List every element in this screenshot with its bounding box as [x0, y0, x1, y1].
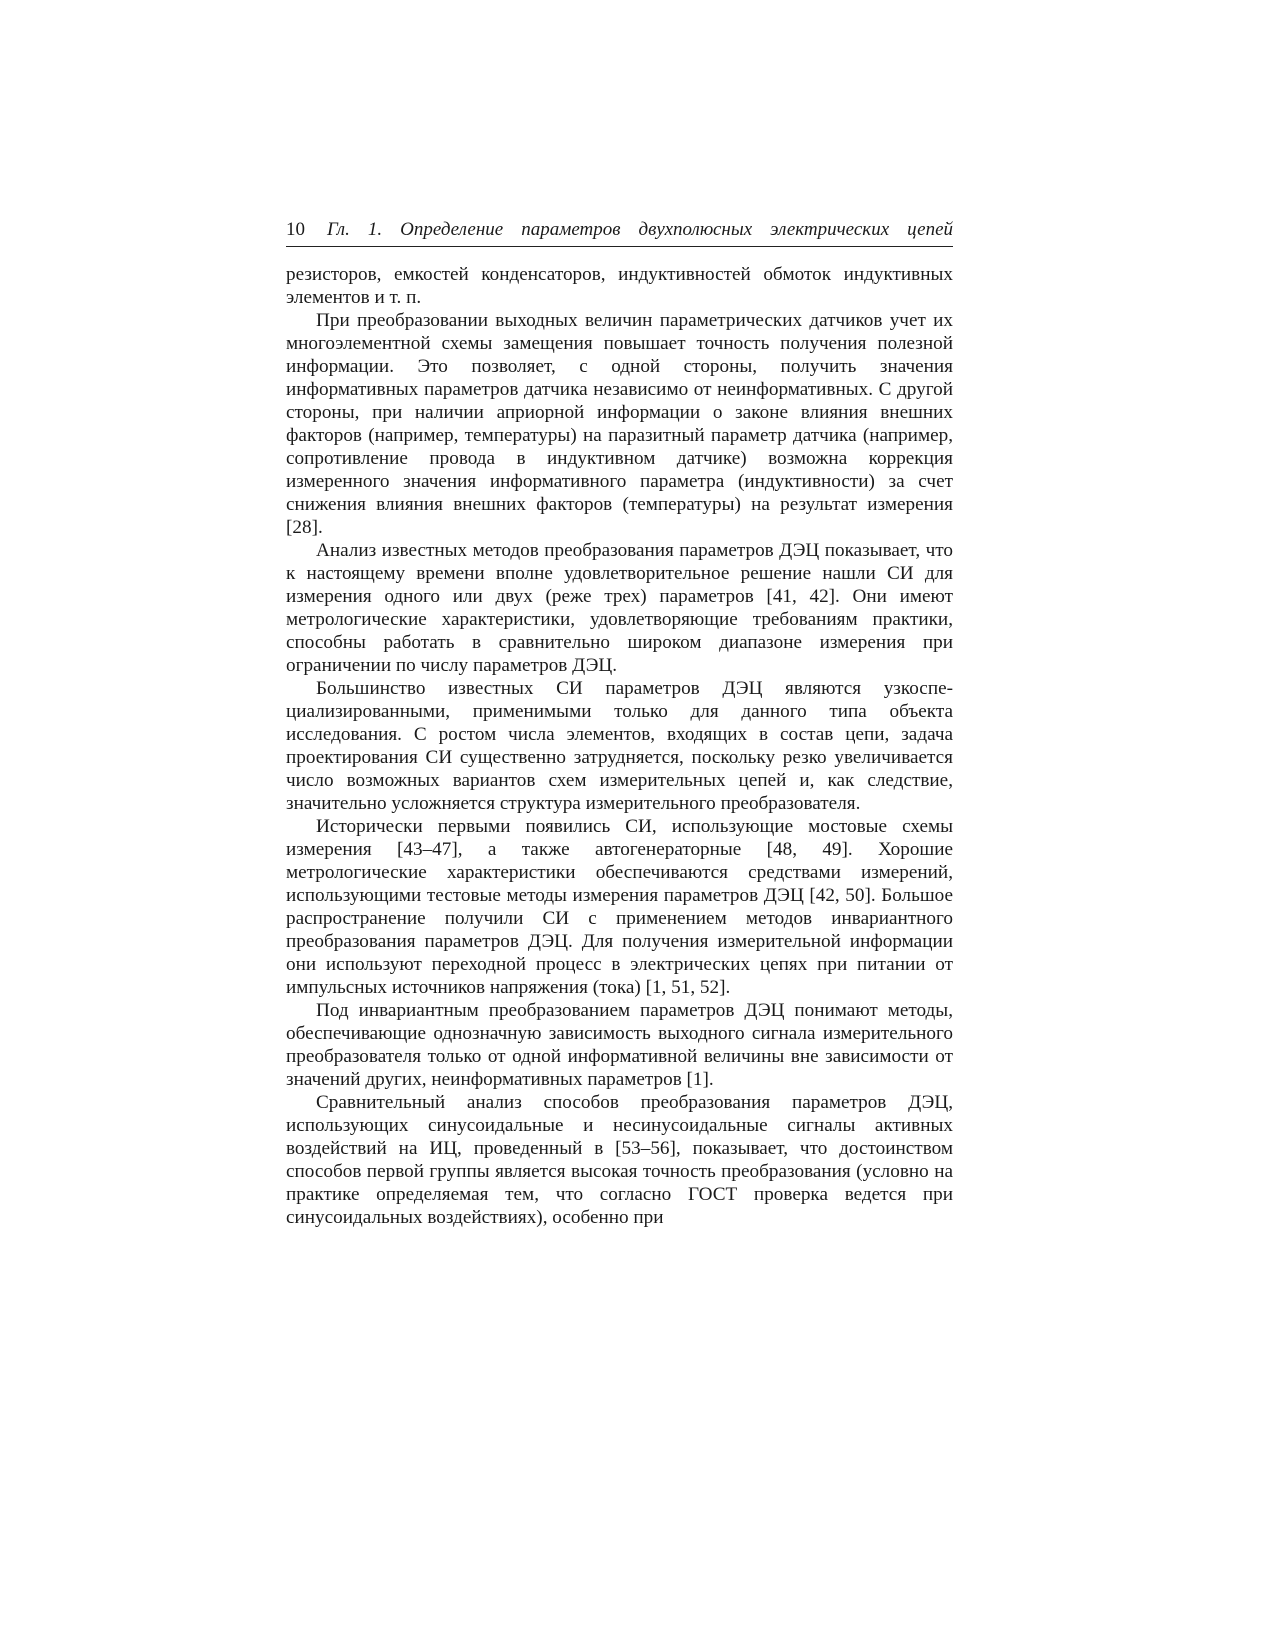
paragraph: резисторов, емкостей конденсаторов, индуктивностей обмоток индуктивных элементов и т. п.: [286, 264, 953, 308]
paragraph: При преобразовании выходных величин параметрических датчиков учет их многоэлементной схемы замещения повышает точность получения полезной информации. Это позволяет, с одной стороны, получить значения информативных параметров датчика независимо от неинформативных. С другой стороны, при наличии априорной информации о законе влияния внешних факторов (например, температуры) на паразитный параметр датчика (например, сопротивление провода в индуктивном датчике) возможна коррекция измеренного значения информативного параметра (индуктивности) за счет снижения влияния внешних факторов (температуры) на результат измерения [28].: [286, 310, 953, 538]
book-page: [286, 218, 953, 1229]
page-number: 10: [286, 219, 305, 240]
running-header: [286, 218, 953, 247]
paragraph: Большинство известных СИ параметров ДЭЦ являются узкоспециализированными, применимыми только для данного типа объекта исследования. С ростом числа элементов, входящих в состав цепи, задача проектирования СИ существенно затрудняется, поскольку резко увеличивается число возможных вариантов схем измерительных цепей и, как следствие, значительно усложняется структура измерительного преобразователя.: [286, 678, 953, 814]
paragraph: Под инвариантным преобразованием параметров ДЭЦ понимают методы, обеспечивающие однозначную зависимость выходного сигнала измерительного преобразователя только от одной информативной величины вне зависимости от значений других, неинформативных параметров [1].: [286, 1000, 953, 1090]
paragraph: Анализ известных методов преобразования параметров ДЭЦ показывает, что к настоящему времени вполне удовлетворительное решение нашли СИ для измерения одного или двух (реже трех) параметров [41, 42]. Они имеют метрологические характеристики, удовлетворяющие требованиям практики, способны работать в сравнительно широком диапазоне измерения при ограничении по числу параметров ДЭЦ.: [286, 540, 953, 676]
chapter-title: Гл. 1. Определение параметров двухполюсных электрических цепей: [327, 219, 953, 240]
paragraph: Сравнительный анализ способов преобразования параметров ДЭЦ, использующих синусоидальные и несинусоидальные сигналы активных воздействий на ИЦ, проведенный в [53–56], показывает, что достоинством способов первой группы является высокая точность преобразования (условно на практике определяемая тем, что согласно ГОСТ проверка ведется при синусоидальных воздействиях), особенно при: [286, 1092, 953, 1228]
paragraph: Исторически первыми появились СИ, использующие мостовые схемы измерения [43–47], а также автогенераторные [48, 49]. Хорошие метрологические характеристики обеспечиваются средствами измерений, использующими тестовые методы измерения параметров ДЭЦ [42, 50]. Большое распространение получили СИ с применением методов инвариантного преобразования параметров ДЭЦ. Для получения измерительной информации они используют переходной процесс в электрических цепях при питании от импульсных источников напряжения (тока) [1, 51, 52].: [286, 816, 953, 998]
body-text: [286, 263, 953, 1229]
